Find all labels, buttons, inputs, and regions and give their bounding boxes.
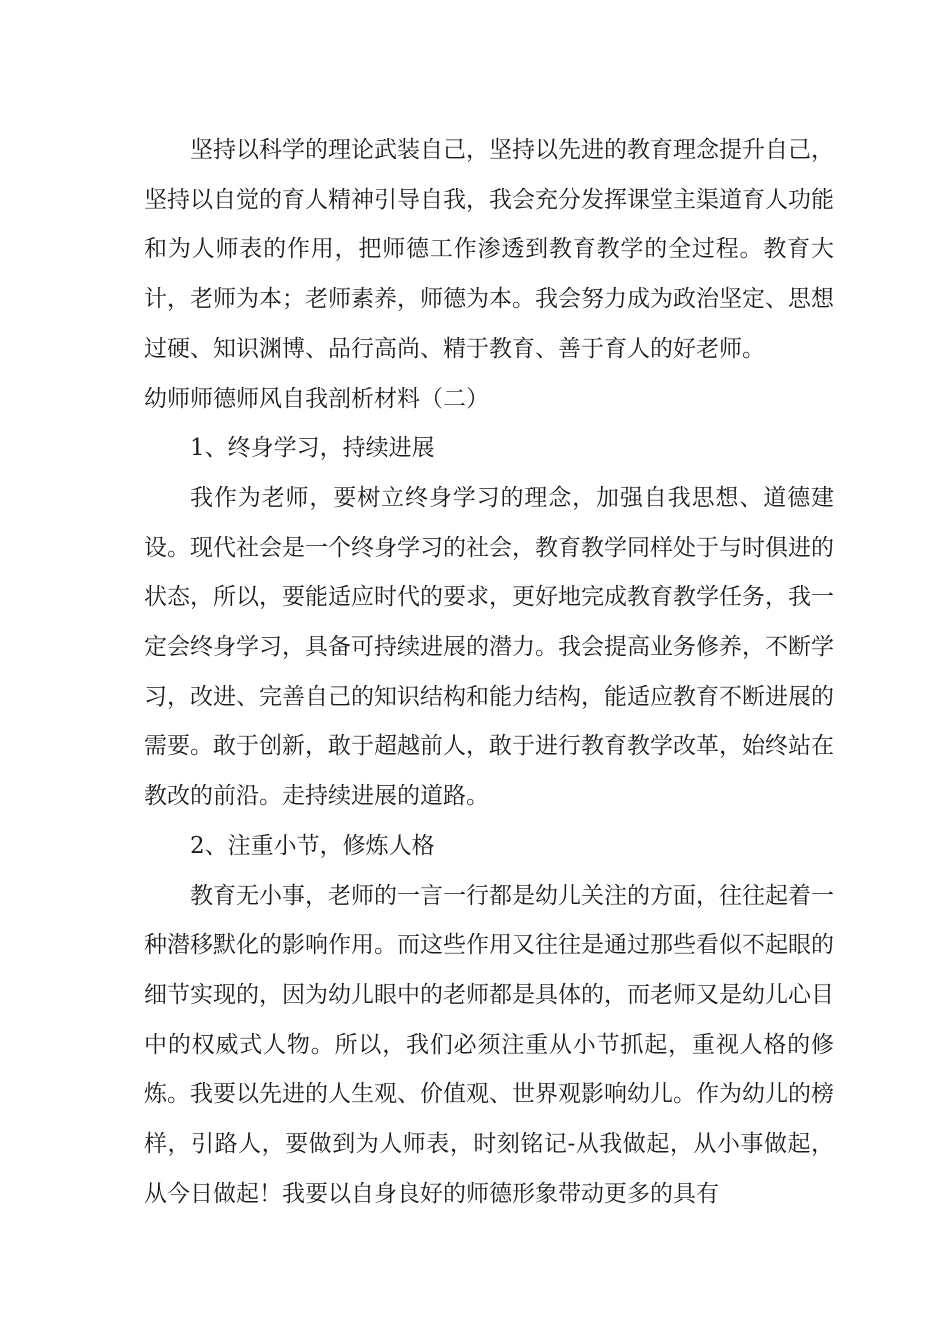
paragraph-lifelong-learning: 我作为老师，要树立终身学习的理念，加强自我思想、道德建设。现代社会是一个终身学习的社会，教育教学同样处于与时俱进的状态，所以，要能适应时代的要求，更好地完成教育教学任务，我一定会终身学习，具备可持续进展的潜力。我会提高业务修养，不断学习，改进、完善自己的知识结构和能力结构，能适应教育不断进展的需要。敢于创新，敢于超越前人，敢于进行教育教学改革，始终站在教改的前沿。走持续进展的道路。 [144,484,834,810]
subheading-lifelong-learning: 1、终身学习，持续进展 [190,435,435,462]
paragraph-intro: 坚持以科学的理论武装自己，坚持以先进的教育理念提升自己，坚持以自觉的育人精神引导自我，我会充分发挥课堂主渠道育人功能和为人师表的作用，把师德工作渗透到教育教学的全过程。教育大计，老师为本；老师素养，师德为本。我会努力成为政治坚定、思想过硬、知识渊博、品行高尚、精于教育、善于育人的好老师。 [144,137,834,362]
document-body [144,126,834,1219]
section-title: 幼师师德师风自我剖析材料（二） [144,385,489,412]
subheading-details-character: 2、注重小节，修炼人格 [190,832,435,859]
paragraph-details-character: 教育无小事，老师的一言一行都是幼儿关注的方面，往往起着一种潜移默化的影响作用。而这些作用又往往是通过那些看似不起眼的细节实现的，因为幼儿眼中的老师都是具体的，而老师又是幼儿心目中的权威式人物。所以，我们必须注重从小节抓起，重视人格的修炼。我要以先进的人生观、价值观、世界观影响幼儿。作为幼儿的榜样，引路人，要做到为人师表，时刻铭记-从我做起，从小事做起，从今日做起！我要以自身良好的师德形象带动更多的具有 [144,882,834,1207]
